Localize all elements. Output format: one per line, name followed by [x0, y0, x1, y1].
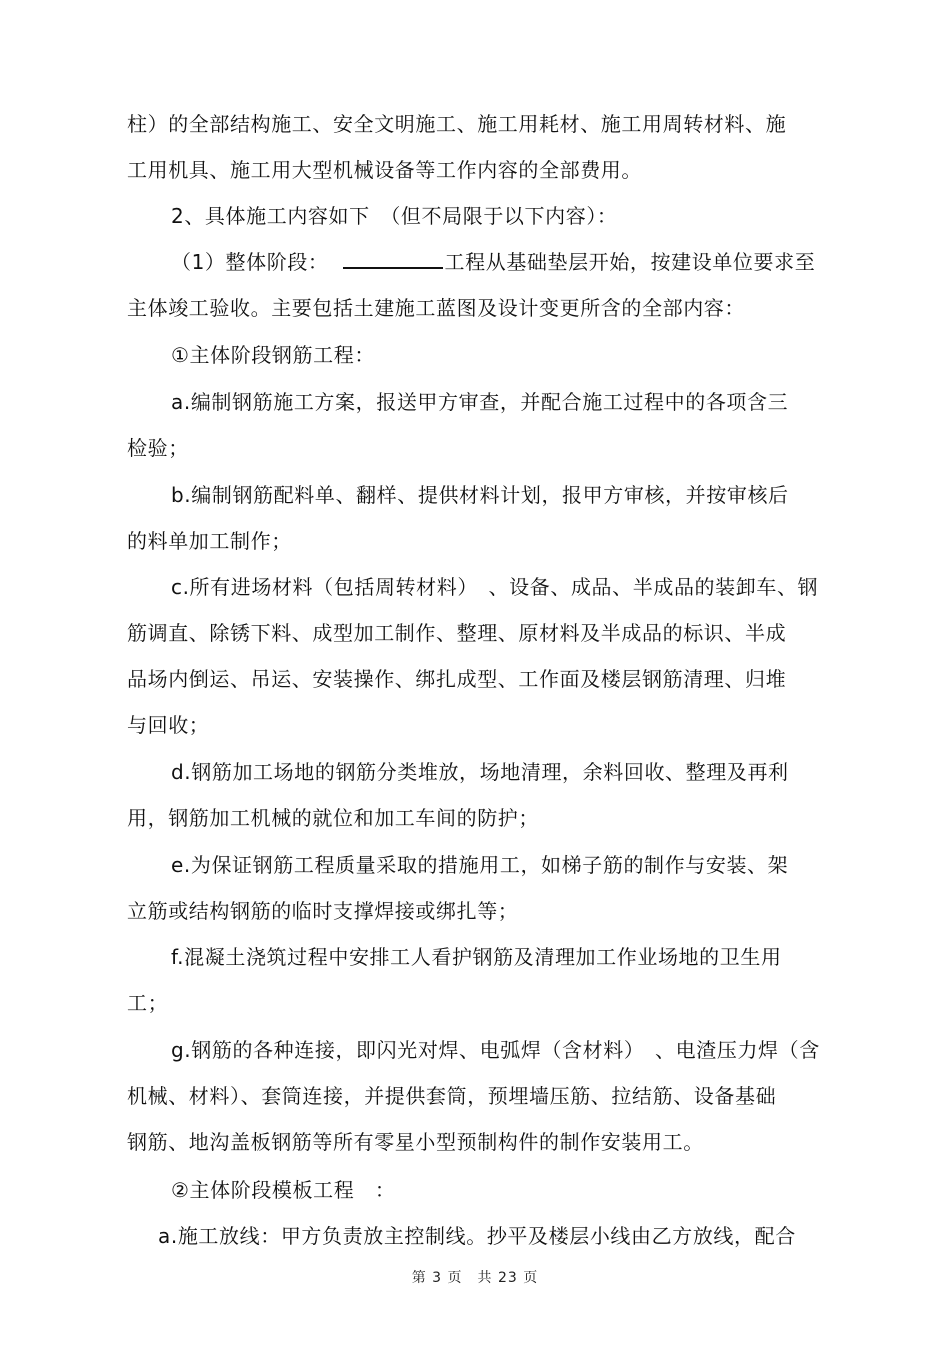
text-line: 品场内倒运、吊运、安装操作、绑扎成型、工作面及楼层钢筋清理、归堆 — [127, 667, 787, 691]
text-line: 钢筋、地沟盖板钢筋等所有零星小型预制构件的制作安装用工。 — [127, 1130, 704, 1154]
text-line: f.混凝土浇筑过程中安排工人看护钢筋及清理加工作业场地的卫生用 — [171, 945, 782, 969]
footer-suffix: 页 — [523, 1270, 539, 1286]
section-heading: ②主体阶段模板工程 ： — [171, 1178, 396, 1202]
text-line: 筋调直、除锈下料、成型加工制作、整理、原材料及半成品的标识、半成 — [127, 621, 787, 645]
page-total: 23 — [498, 1270, 518, 1286]
text-line: b.编制钢筋配料单、翻样、提供材料计划，报甲方审核，并按审核后 — [171, 483, 789, 507]
text-line — [171, 248, 815, 276]
text-line: d.钢筋加工场地的钢筋分类堆放，场地清理，余料回收、整理及再利 — [171, 760, 789, 784]
text-line: 2、具体施工内容如下 （但不局限于以下内容）： — [171, 204, 618, 228]
section-heading: ①主体阶段钢筋工程： — [171, 343, 375, 367]
text-line: 机械、材料）、套筒连接，并提供套筒，预埋墙压筋、拉结筋、设备基础 — [127, 1084, 777, 1108]
item-label: （1）整体阶段： — [171, 250, 329, 274]
text-line: g.钢筋的各种连接，即闪光对焊、电弧焊（含材料） 、电渣压力焊（含 — [171, 1038, 820, 1062]
text-line: 柱）的全部结构施工、安全文明施工、施工用耗材、施工用周转材料、施 — [127, 112, 787, 136]
footer-prefix: 第 — [411, 1270, 427, 1286]
item-text: 工程从基础垫层开始，按建设单位要求至 — [444, 250, 816, 274]
text-line: 的料单加工制作； — [127, 529, 292, 553]
text-line: 用，钢筋加工机械的就位和加工车间的防护； — [127, 806, 539, 830]
text-line: a.施工放线：甲方负责放主控制线。抄平及楼层小线由乙方放线，配合 — [158, 1224, 796, 1248]
text-line: 工用机具、施工用大型机械设备等工作内容的全部费用。 — [127, 158, 642, 182]
text-line: 工； — [127, 991, 169, 1015]
footer-middle: 页 共 — [447, 1270, 493, 1286]
text-line: 检验； — [127, 436, 189, 460]
text-line: e.为保证钢筋工程质量采取的措施用工，如梯子筋的制作与安装、架 — [171, 853, 789, 877]
text-line: 立筋或结构钢筋的临时支撑焊接或绑扎等； — [127, 899, 519, 923]
fill-in-blank — [343, 249, 443, 269]
text-line: 主体竣工验收。主要包括土建施工蓝图及设计变更所含的全部内容： — [127, 296, 745, 320]
page-footer — [0, 1268, 950, 1288]
text-line: 与回收； — [127, 713, 210, 737]
text-line: c.所有进场材料（包括周转材料） 、设备、成品、半成品的装卸车、钢 — [171, 575, 819, 599]
text-line: a.编制钢筋施工方案，报送甲方审查，并配合施工过程中的各项含三 — [171, 390, 789, 414]
page-number: 3 — [432, 1270, 443, 1286]
